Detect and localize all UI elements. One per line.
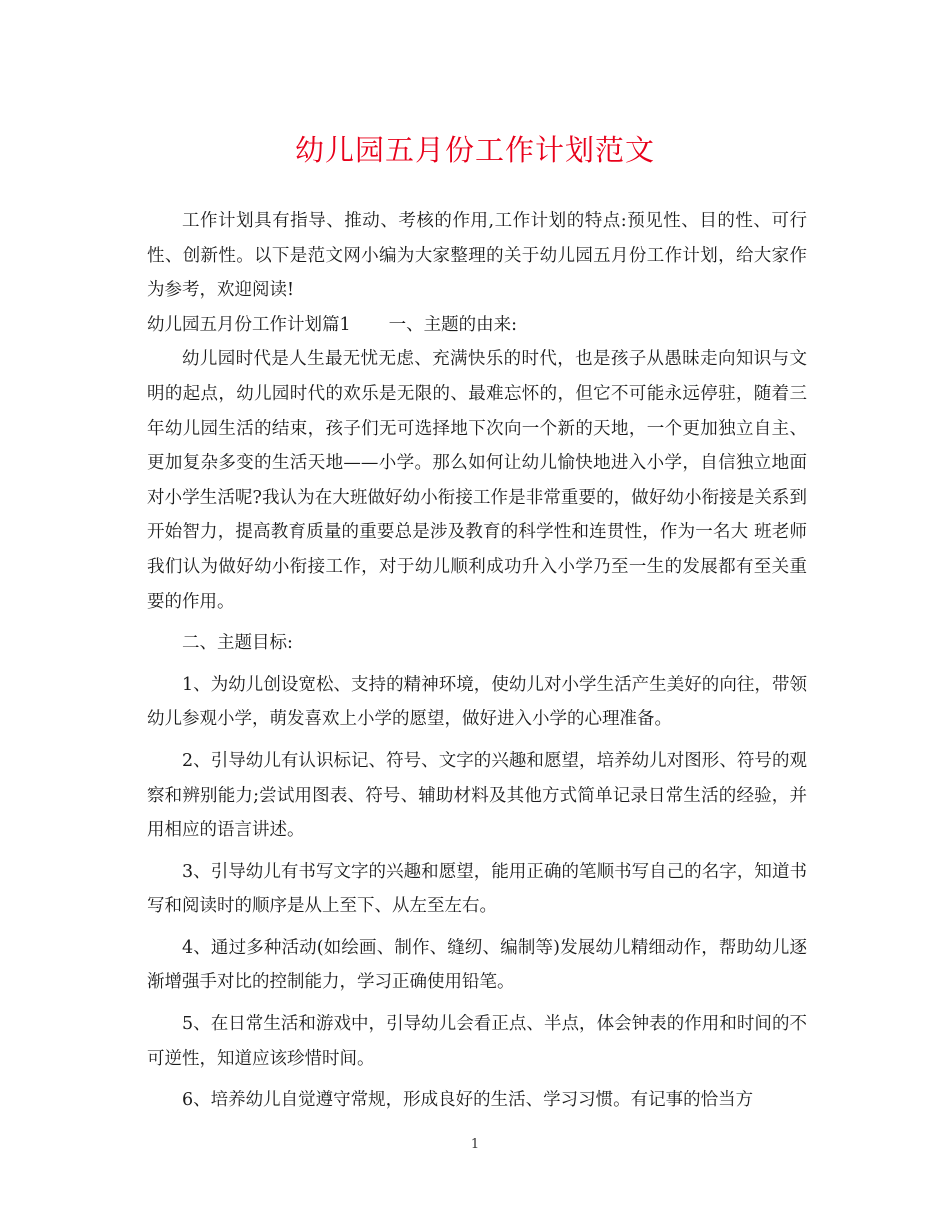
- page-title: 幼儿园五月份工作计划范文: [294, 133, 655, 167]
- goal-item: 3、引导幼儿有书写文字的兴趣和愿望，能用正确的笔顺书写自己的名字，知道书写和阅读时的顺序是从上至下、从左至左右。: [147, 861, 807, 917]
- goal-item: 2、引导幼儿有认识标记、符号、文字的兴趣和愿望，培养幼儿对图形、符号的观察和辨别能力;尝试用图表、符号、辅助材料及其他方式简单记录日常生活的经验，并用相应的语言讲述。: [147, 750, 807, 841]
- goal-item: 4、通过多种活动(如绘画、制作、缝纫、编制等)发展幼儿精细动作，帮助幼儿逐渐增强手对比的控制能力，学习正确使用铅笔。: [147, 937, 807, 993]
- section-label: 幼儿园五月份工作计划篇1: [147, 314, 351, 335]
- section-heading-origin: 一、主题的由来:: [388, 314, 518, 335]
- section-heading-goals: 二、主题目标:: [182, 633, 293, 654]
- document-body: [147, 204, 807, 1118]
- section-line: [147, 308, 807, 343]
- goal-item: 1、为幼儿创设宽松、支持的精神环境，使幼儿对小学生活产生美好的向往，带领幼儿参观小学，萌发喜欢上小学的愿望，做好进入小学的心理准备。: [147, 674, 807, 730]
- origin-paragraph: 幼儿园时代是人生最无忧无虑、充满快乐的时代，也是孩子从愚昧走向知识与文明的起点，幼儿园时代的欢乐是无限的、最难忘怀的，但它不可能永远停驻，随着三年幼儿园生活的结束，孩子们无可选择地下次向一个新的天地，一个更加独立自主、更加复杂多变的生活天地——小学。那么如何让幼儿愉快地进入小学，自信独立地面对小学生活呢?我认为在大班做好幼小衔接工作是非常重要的，做好幼小衔接是关系到开始智力，提高教育质量的重要总是涉及教育的科学性和连贯性，作为一名大 班老师我们认为做好幼小衔接工作，对于幼儿顺利成功升入小学乃至一生的发展都有至关重要的作用。: [147, 349, 807, 612]
- goal-item: 5、在日常生活和游戏中，引导幼儿会看正点、半点，体会钟表的作用和时间的不可逆性，知道应该珍惜时间。: [147, 1014, 807, 1069]
- goal-item: 6、培养幼儿自觉遵守常规，形成良好的生活、学习习惯。有记事的恰当方: [182, 1090, 754, 1111]
- page-number: 1: [470, 1137, 480, 1152]
- intro-paragraph: 工作计划具有指导、推动、考核的作用,工作计划的特点:预见性、目的性、可行性、创新性。以下是范文网小编为大家整理的关于幼儿园五月份工作计划，给大家作为参考，欢迎阅读!: [147, 211, 807, 301]
